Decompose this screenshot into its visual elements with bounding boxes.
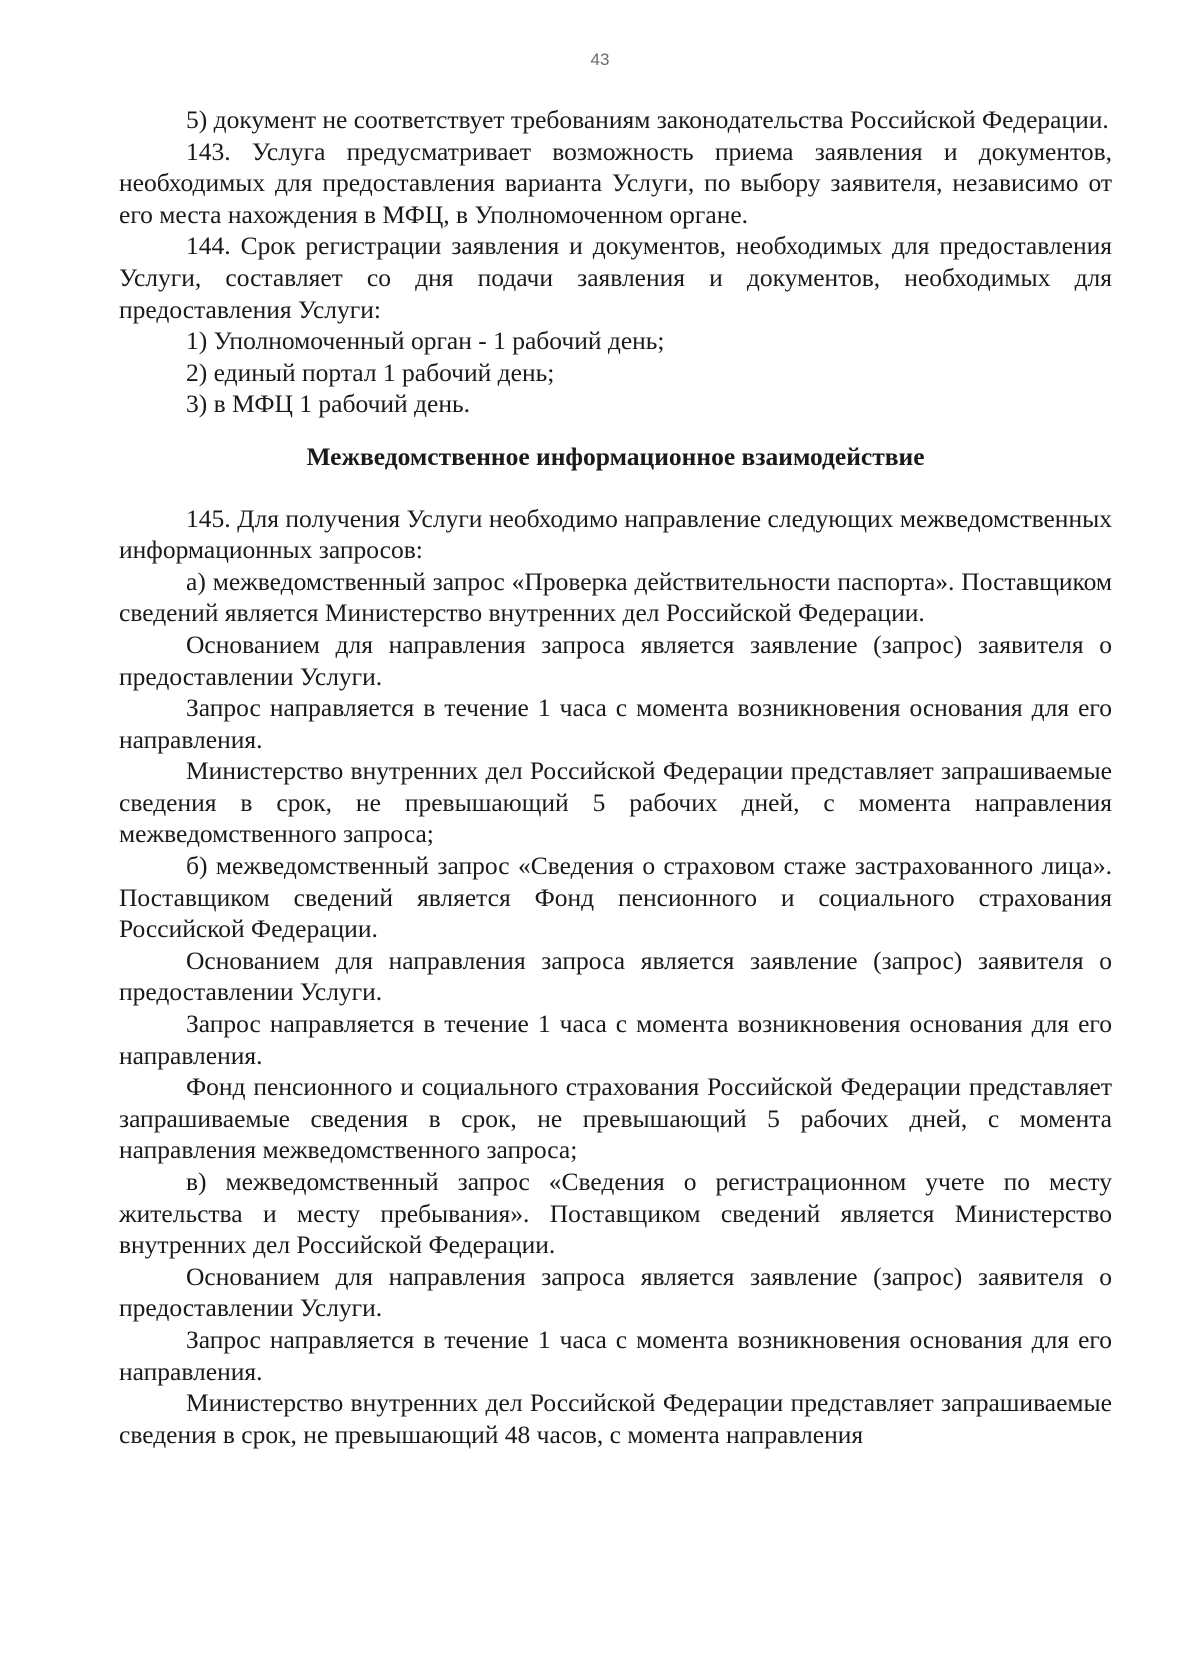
- paragraph-item-5: 5) документ не соответствует требованиям законодательства Российской Федерации.: [186, 105, 1109, 134]
- paragraph-143: 143. Услуга предусматривает возможность приема заявления и документов, необходимых для предоставления варианта Услуги, по выбору заявителя, независимо от его места нахождения в МФЦ, в Уполномоченном органе.: [119, 136, 1112, 229]
- request-a-response: Министерство внутренних дел Российской Федерации представляет запрашиваемые сведения в срок, не превышающий 5 рабочих дней, с момента направления межведомственного запроса;: [119, 756, 1112, 849]
- section-heading: Межведомственное информационное взаимодействие: [306, 441, 925, 471]
- request-c-basis: Основанием для направления запроса является заявление (запрос) заявителя о предоставлении Услуги.: [119, 1261, 1112, 1323]
- request-c: в) межведомственный запрос «Сведения о регистрационном учете по месту жительства и месту пребывания». Поставщиком сведений является Министерство внутренних дел Российской Федерации.: [119, 1167, 1112, 1260]
- request-a-timing: Запрос направляется в течение 1 часа с момента возникновения основания для его направления.: [119, 693, 1112, 754]
- request-a-basis: Основанием для направления запроса является заявление (запрос) заявителя о предоставлении Услуги.: [119, 629, 1112, 691]
- document-body: [119, 104, 1112, 1450]
- page-number: 43: [590, 50, 610, 69]
- request-c-response: Министерство внутренних дел Российской Федерации представляет запрашиваемые сведения в срок, не превышающий 48 часов, с момента направления: [119, 1388, 1112, 1449]
- paragraph-145: 145. Для получения Услуги необходимо направление следующих межведомственных информационных запросов:: [119, 503, 1112, 565]
- list-item-unified-portal: 2) единый портал 1 рабочий день;: [186, 357, 555, 387]
- list-item-authorized-body: 1) Уполномоченный орган - 1 рабочий день;: [186, 326, 665, 356]
- list-item-mfc: 3) в МФЦ 1 рабочий день.: [186, 389, 470, 419]
- request-b-response: Фонд пенсионного и социального страхования Российской Федерации представляет запрашиваемые сведения в срок, не превышающий 5 рабочих дней, с момента направления межведомственного запроса;: [119, 1072, 1112, 1165]
- request-c-timing: Запрос направляется в течение 1 часа с момента возникновения основания для его направления.: [119, 1324, 1112, 1386]
- request-b-basis: Основанием для направления запроса является заявление (запрос) заявителя о предоставлении Услуги.: [119, 945, 1112, 1007]
- request-b: б) межведомственный запрос «Сведения о страховом стаже застрахованного лица». Поставщиком сведений является Фонд пенсионного и социального страхования Российской Федерации.: [119, 851, 1112, 944]
- paragraph-144: 144. Срок регистрации заявления и документов, необходимых для предоставления Услуги, составляет со дня подачи заявления и документов, необходимых для предоставления Услуги:: [119, 231, 1112, 324]
- request-a: а) межведомственный запрос «Проверка действительности паспорта». Поставщиком сведений является Министерство внутренних дел Российской Федерации.: [119, 566, 1112, 628]
- request-b-timing: Запрос направляется в течение 1 часа с момента возникновения основания для его направления.: [119, 1009, 1112, 1070]
